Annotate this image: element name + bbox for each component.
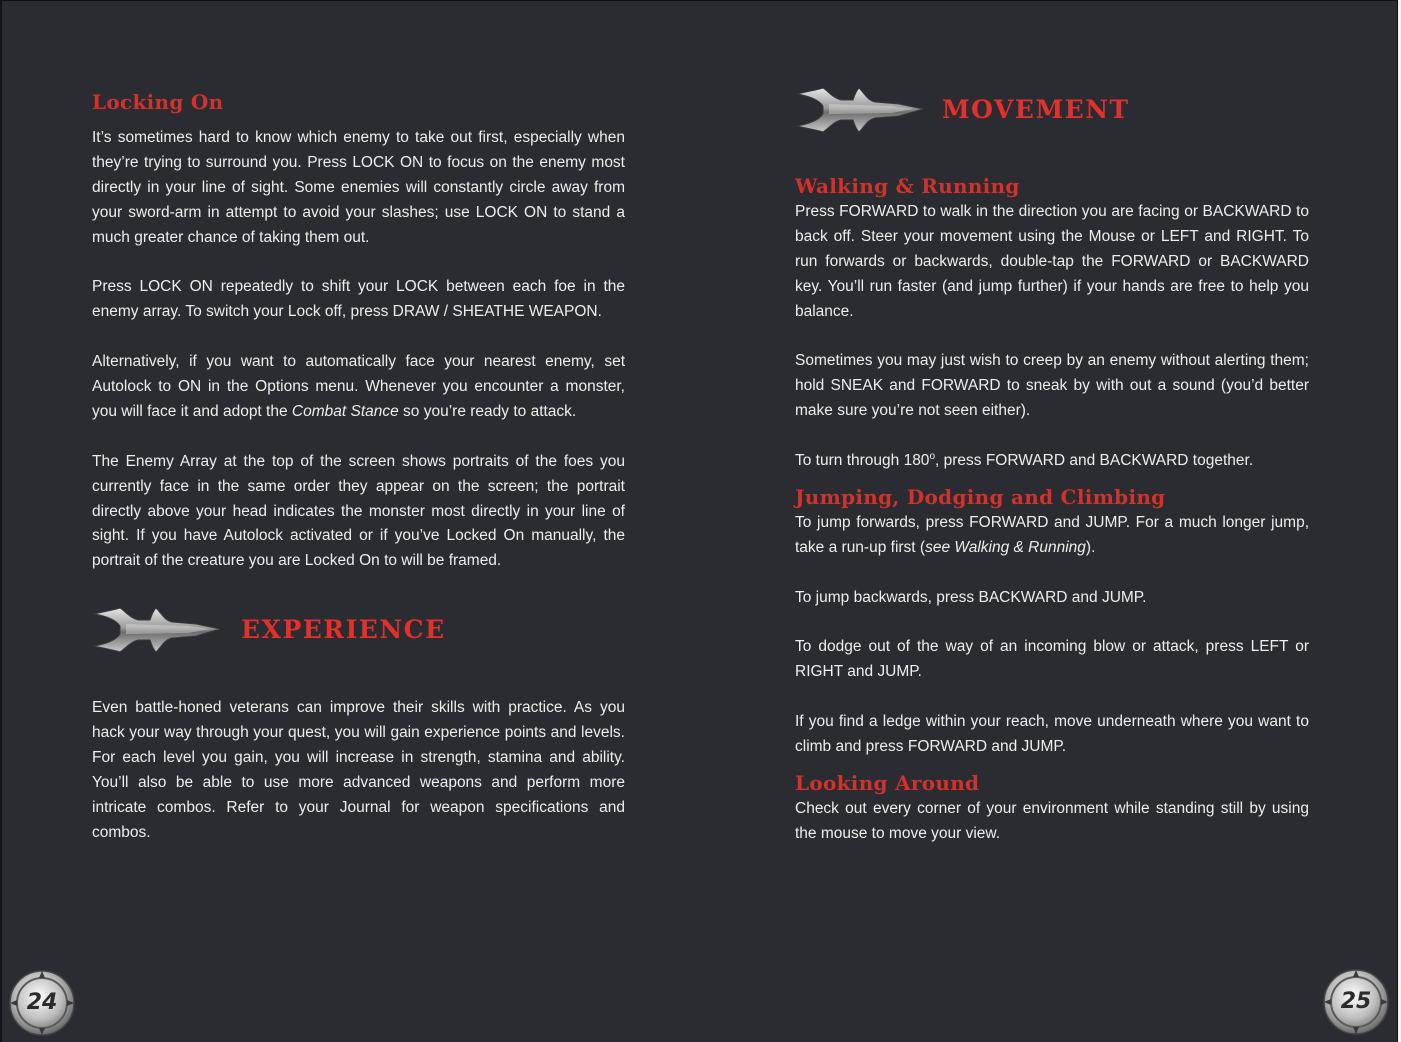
jumping-paragraph-2: To jump backwards, press BACKWARD and JUMP.	[795, 588, 1147, 606]
page-number-badge-left	[9, 970, 75, 1036]
cross-reference: see Walking & Running	[925, 538, 1086, 556]
left-page-column	[92, 88, 625, 574]
locking-on-paragraph-2: Press LOCK ON repeatedly to shift your LOCK between each foe in the enemy array. To switch your Lock off, press DRAW / SHEATHE WEAPON.	[92, 278, 625, 321]
jumping-paragraph-4: If you find a ledge within your reach, move underneath where you want to climb and press FORWARD and JUMP.	[795, 713, 1309, 756]
page-number-badge-right	[1323, 969, 1389, 1035]
experience-paragraph: Even battle-honed veterans can improve their skills with practice. As you hack your way through your quest, you will gain experience points and levels. For each level you gain, you will increase in strength, stamina and ability. You’ll also be able to use more advanced weapons and perform more intricate combos. Refer to your Journal for weapon specifications and combos.	[92, 699, 625, 841]
walking-paragraph-3: To turn through 180$^o$, press FORWARD and BACKWARD together.	[795, 450, 1254, 470]
experience-body	[92, 696, 625, 845]
experience-section-header	[92, 606, 532, 658]
locking-on-paragraph-4: The Enemy Array at the top of the screen shows portraits of the foes you currently face in the same order they appear on the screen; the portrait directly above your head indicates the monster most directly in your line of sight. If you have Autolock activated or if you’ve Locked On manually, the portrait of the creature you are Locked On to will be framed.	[92, 452, 625, 570]
movement-section-header	[795, 86, 1235, 138]
jumping-paragraph-3: To dodge out of the way of an incoming blow or attack, press LEFT or RIGHT and JUMP.	[795, 638, 1309, 681]
degree-superscript: o	[929, 450, 935, 462]
blade-ornament-icon	[92, 606, 222, 654]
locking-on-paragraph-3: Alternatively, if you want to automatically face your nearest enemy, set Autolock to ON in the Options menu. Whenever you encounter a monster, you will face it and adopt the Combat Stance so you’re ready to attack.	[92, 353, 625, 420]
locking-on-paragraph-1: It’s sometimes hard to know which enemy to take out first, especially when they’re trying to surround you. Press LOCK ON to focus on the enemy most directly in your line of sight. Some enemies will constantly circle away from your sword-arm in attempt to avoid your slashes; use LOCK ON to stand a much greater chance of taking them out.	[92, 129, 625, 246]
blade-ornament-icon	[795, 86, 925, 134]
movement-title: MOVEMENT	[942, 95, 1130, 124]
jumping-heading: Jumping, Dodging and Climbing	[795, 484, 1166, 509]
page-edge	[0, 0, 1399, 1]
jumping-paragraph-1: To jump forwards, press FORWARD and JUMP. For a much longer jump, take a run-up first (see Walking & Running).	[795, 513, 1309, 556]
looking-around-heading: Looking Around	[795, 770, 980, 795]
page-edge	[0, 0, 2, 1042]
combat-stance-term: Combat Stance	[291, 402, 399, 420]
right-page-column	[795, 172, 1309, 847]
walking-running-heading: Walking & Running	[795, 174, 1020, 198]
experience-title: EXPERIENCE	[241, 615, 446, 644]
looking-paragraph: Check out every corner of your environment while standing still by using the mouse to move your view.	[795, 799, 1309, 842]
page-number: 24	[26, 990, 58, 1015]
walking-paragraph-1: Press FORWARD to walk in the direction you are facing or BACKWARD to back off. Steer your movement using the Mouse or LEFT and RIGHT. To run forwards or backwards, double-tap the FORWARD or BACKWARD key. You’ll run faster (and jump further) if your hands are free to help you balance.	[795, 203, 1309, 320]
page-number: 25	[1340, 989, 1372, 1014]
locking-on-heading: Locking On	[92, 90, 224, 114]
walking-paragraph-2: Sometimes you may just wish to creep by an enemy without alerting them; hold SNEAK and FORWARD to sneak by with out a sound (you’d better make sure you’re not seen either).	[795, 352, 1309, 420]
